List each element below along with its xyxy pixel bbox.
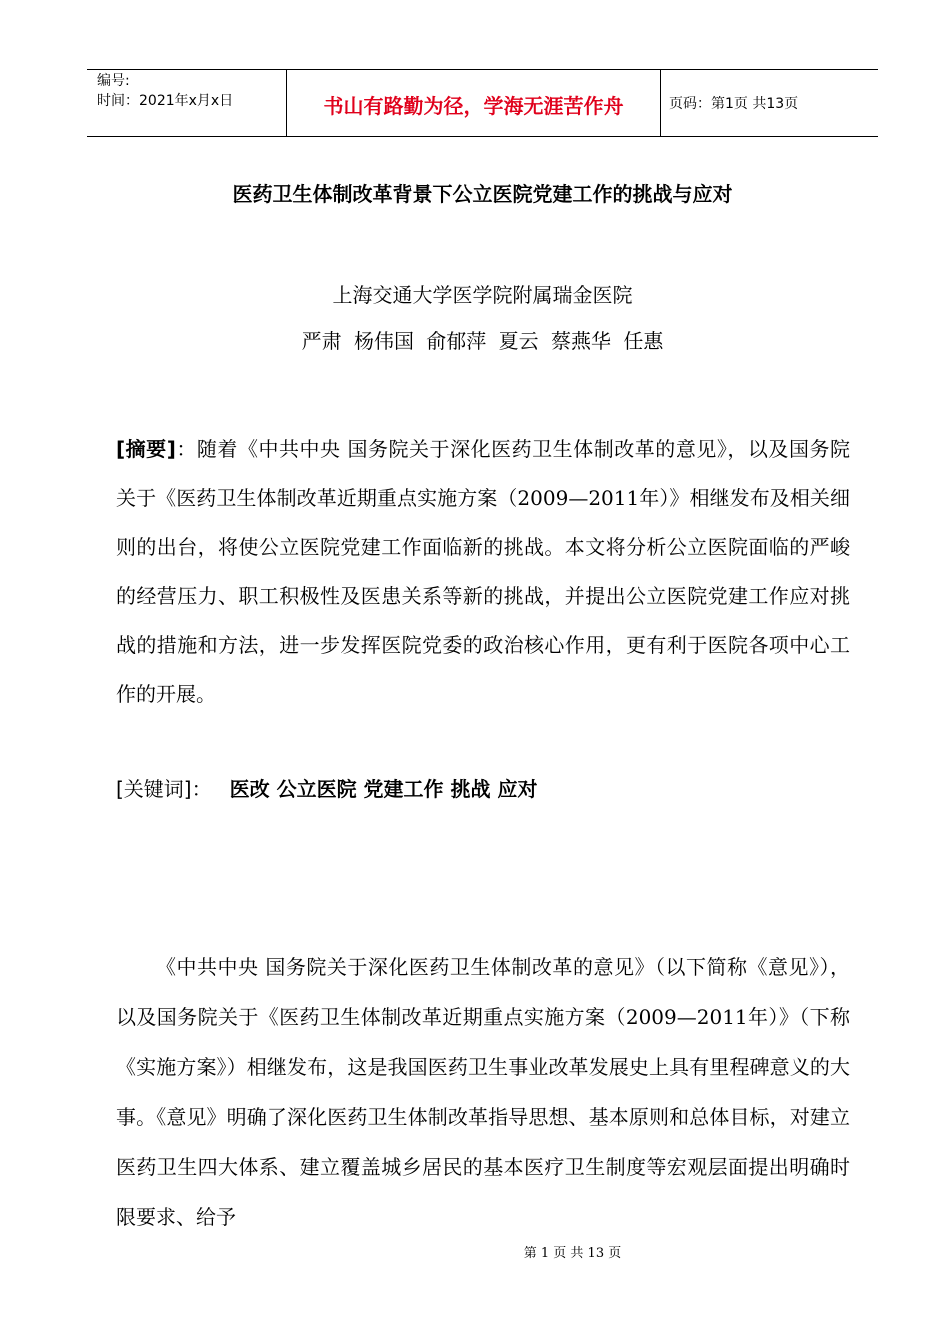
header-motto: 书山有路勤为径，学海无涯苦作舟 (323, 94, 624, 118)
document-title: 医药卫生体制改革背景下公立医院党建工作的挑战与应对 (232, 182, 733, 206)
header-page-label: 页码：第1页 共13页 (669, 96, 799, 112)
document-time-label: 时间：2021年x月x日 (97, 93, 234, 109)
authors: 严肃 杨伟国 俞郁萍 夏云 蔡燕华 任惠 (301, 329, 664, 353)
keywords (116, 775, 850, 803)
keywords-list: 医改 公立医院 党建工作 挑战 应对 (229, 777, 538, 801)
document-number-label: 编号: (97, 73, 130, 89)
keywords-label: [关键词]： (116, 777, 212, 801)
header-motto-cell (287, 70, 661, 136)
abstract-text: ：随着《中共中央 国务院关于深化医药卫生体制改革的意见》，以及国务院关于《医药卫生体制改革近期重点实施方案（2009—2011年）》相继发布及相关细则的出台，将使公立医院党建工作面临新的挑战。本文将分析公立医院面临的严峻的经营压力、职工积极性及医患关系等新的挑战，并提出公立医院党建工作应对挑战的措施和方法，进一步发挥医院党委的政治核心作用，更有利于医院各项中心工作的开展。 (116, 437, 851, 706)
header-page-cell (661, 70, 878, 136)
body-paragraph: 《中共中央 国务院关于深化医药卫生体制改革的意见》（以下简称《意见》），以及国务院关于《医药卫生体制改革近期重点实施方案（2009—2011年）》（下称《实施方案》）相继发布，这是我国医药卫生事业改革发展史上具有里程碑意义的大事。《意见》明确了深化医药卫生体制改革指导思想、基本原则和总体目标，对建立医药卫生四大体系、建立覆盖城乡居民的基本医疗卫生制度等宏观层面提出明确时限要求、给予 (116, 955, 850, 1229)
abstract (116, 425, 850, 719)
header-info-cell (87, 70, 287, 136)
header-table (87, 69, 878, 137)
page-footer: 第 1 页 共 13 页 (523, 1246, 622, 1261)
abstract-label: [摘要] (116, 437, 176, 461)
affiliation: 上海交通大学医学院附属瑞金医院 (332, 283, 633, 307)
